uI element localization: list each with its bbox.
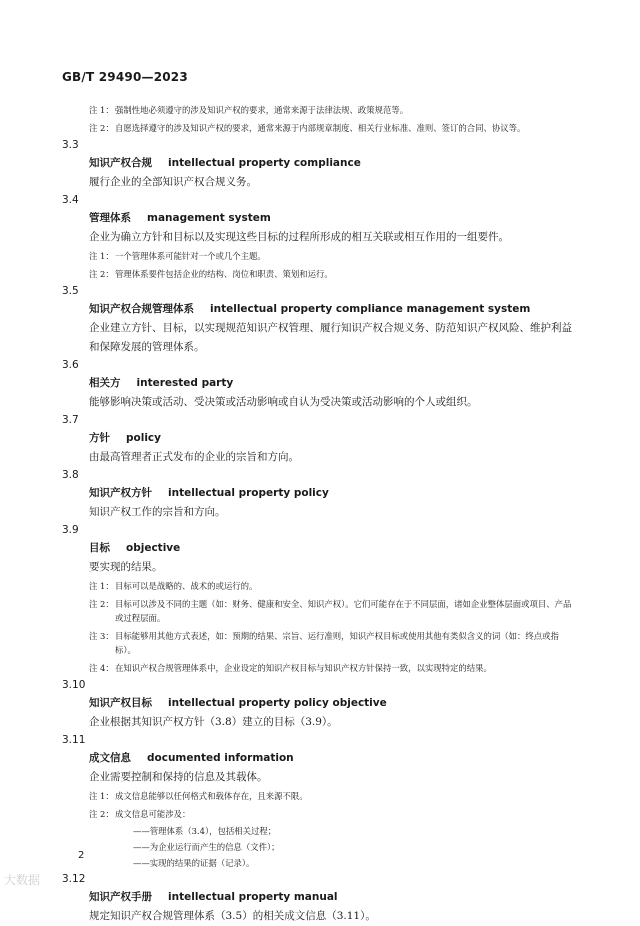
note: 注 2：成文信息可能涉及： [89,809,191,819]
term-definition: 知识产权工作的宗旨和方向。 [89,506,226,518]
term-heading [62,748,582,768]
note: 注 1：成文信息能够以任何格式和载体存在，且来源不限。 [89,791,308,801]
list-item: ——为企业运行而产生的信息（文件）； [133,842,280,852]
term-heading [62,887,582,907]
term-number: 3.11 [62,734,86,746]
term-number: 3.12 [62,873,86,885]
term-heading [62,373,582,393]
term-definition: 履行企业的全部知识产权合规义务。 [89,176,257,188]
note: 注 4：在知识产权合规管理体系中，企业设定的知识产权目标与知识产权方针保持一致，以实现特定的结果。 [89,663,492,673]
watermark: 大数据 [4,873,41,887]
note: 注 2：自愿选择遵守的涉及知识产权的要求，通常来源于内部规章制度、相关行业标准、准则、签订的合同、协议等。 [89,123,526,133]
term-definition: 规定知识产权合规管理体系（3.5）的相关成文信息（3.11）。 [89,910,376,922]
note: 注 3：目标能够用其他方式表述，如：预期的结果、宗旨、运行准则，知识产权目标或使用其他有类似含义的词（如：终点或指标）。 [89,631,559,655]
term-zh: 目标 [89,542,110,554]
standard-number: GB/T 29490—2023 [62,70,188,84]
term-heading [62,483,582,503]
term-en: intellectual property policy [168,487,329,499]
note: 注 1：一个管理体系可能针对一个或几个主题。 [89,251,266,261]
page-number: 2 [78,850,85,861]
term-number: 3.10 [62,679,86,691]
term-heading [62,428,582,448]
term-en: objective [126,542,181,554]
term-en: intellectual property policy objective [168,697,387,709]
term-zh: 方针 [89,432,110,444]
term-number: 3.8 [62,469,79,481]
term-en: documented information [147,752,294,764]
term-number: 3.7 [62,414,79,426]
term-definition: 企业为确立方针和目标以及实现这些目标的过程所形成的相互关联或相互作用的一组要件。 [89,231,509,243]
term-number: 3.4 [62,194,79,206]
term-en: policy [126,432,161,444]
term-zh: 管理体系 [89,212,131,224]
term-en: intellectual property compliance [168,157,361,169]
list-item: ——管理体系（3.4），包括相关过程； [133,826,277,836]
term-en: management system [147,212,271,224]
term-definition: 企业建立方针、目标，以实现规范知识产权管理、履行知识产权合规义务、防范知识产权风险、维护利益和保障发展的管理体系。 [89,322,572,353]
term-definition: 由最高管理者正式发布的企业的宗旨和方向。 [89,451,299,463]
term-heading [62,299,582,319]
term-zh: 知识产权手册 [89,891,152,903]
term-heading [62,538,582,558]
term-zh: 知识产权合规管理体系 [89,303,194,315]
term-zh: 知识产权合规 [89,157,152,169]
term-number: 3.3 [62,139,79,151]
term-number: 3.9 [62,524,79,536]
term-zh: 知识产权目标 [89,697,152,709]
term-number: 3.5 [62,285,79,297]
term-en: intellectual property compliance management system [210,303,531,315]
term-definition: 企业需要控制和保持的信息及其载体。 [89,771,268,783]
note: 注 2：目标可以涉及不同的主题（如：财务、健康和安全、知识产权）。它们可能存在于不同层面，诸如企业整体层面或项目、产品或过程层面。 [89,599,572,623]
list-item: ——实现的结果的证据（记录）。 [133,858,255,868]
term-zh: 知识产权方针 [89,487,152,499]
term-zh: 相关方 [89,377,121,389]
note: 注 1：目标可以是战略的、战术的或运行的。 [89,581,258,591]
term-heading [62,693,582,713]
term-en: interested party [136,377,234,389]
term-en: intellectual property manual [168,891,338,903]
term-zh: 成文信息 [89,752,131,764]
term-definition: 能够影响决策或活动、受决策或活动影响或自认为受决策或活动影响的个人或组织。 [89,396,478,408]
note: 注 2：管理体系要件包括企业的结构、岗位和职责、策划和运行。 [89,269,333,279]
term-heading [62,208,582,228]
term-number: 3.6 [62,359,79,371]
terms-content [62,101,582,926]
note: 注 1：强制性地必须遵守的涉及知识产权的要求，通常来源于法律法规、政策规范等。 [89,105,409,115]
term-heading [62,153,582,173]
term-definition: 要实现的结果。 [89,561,163,573]
term-definition: 企业根据其知识产权方针（3.8）建立的目标（3.9）。 [89,716,338,728]
